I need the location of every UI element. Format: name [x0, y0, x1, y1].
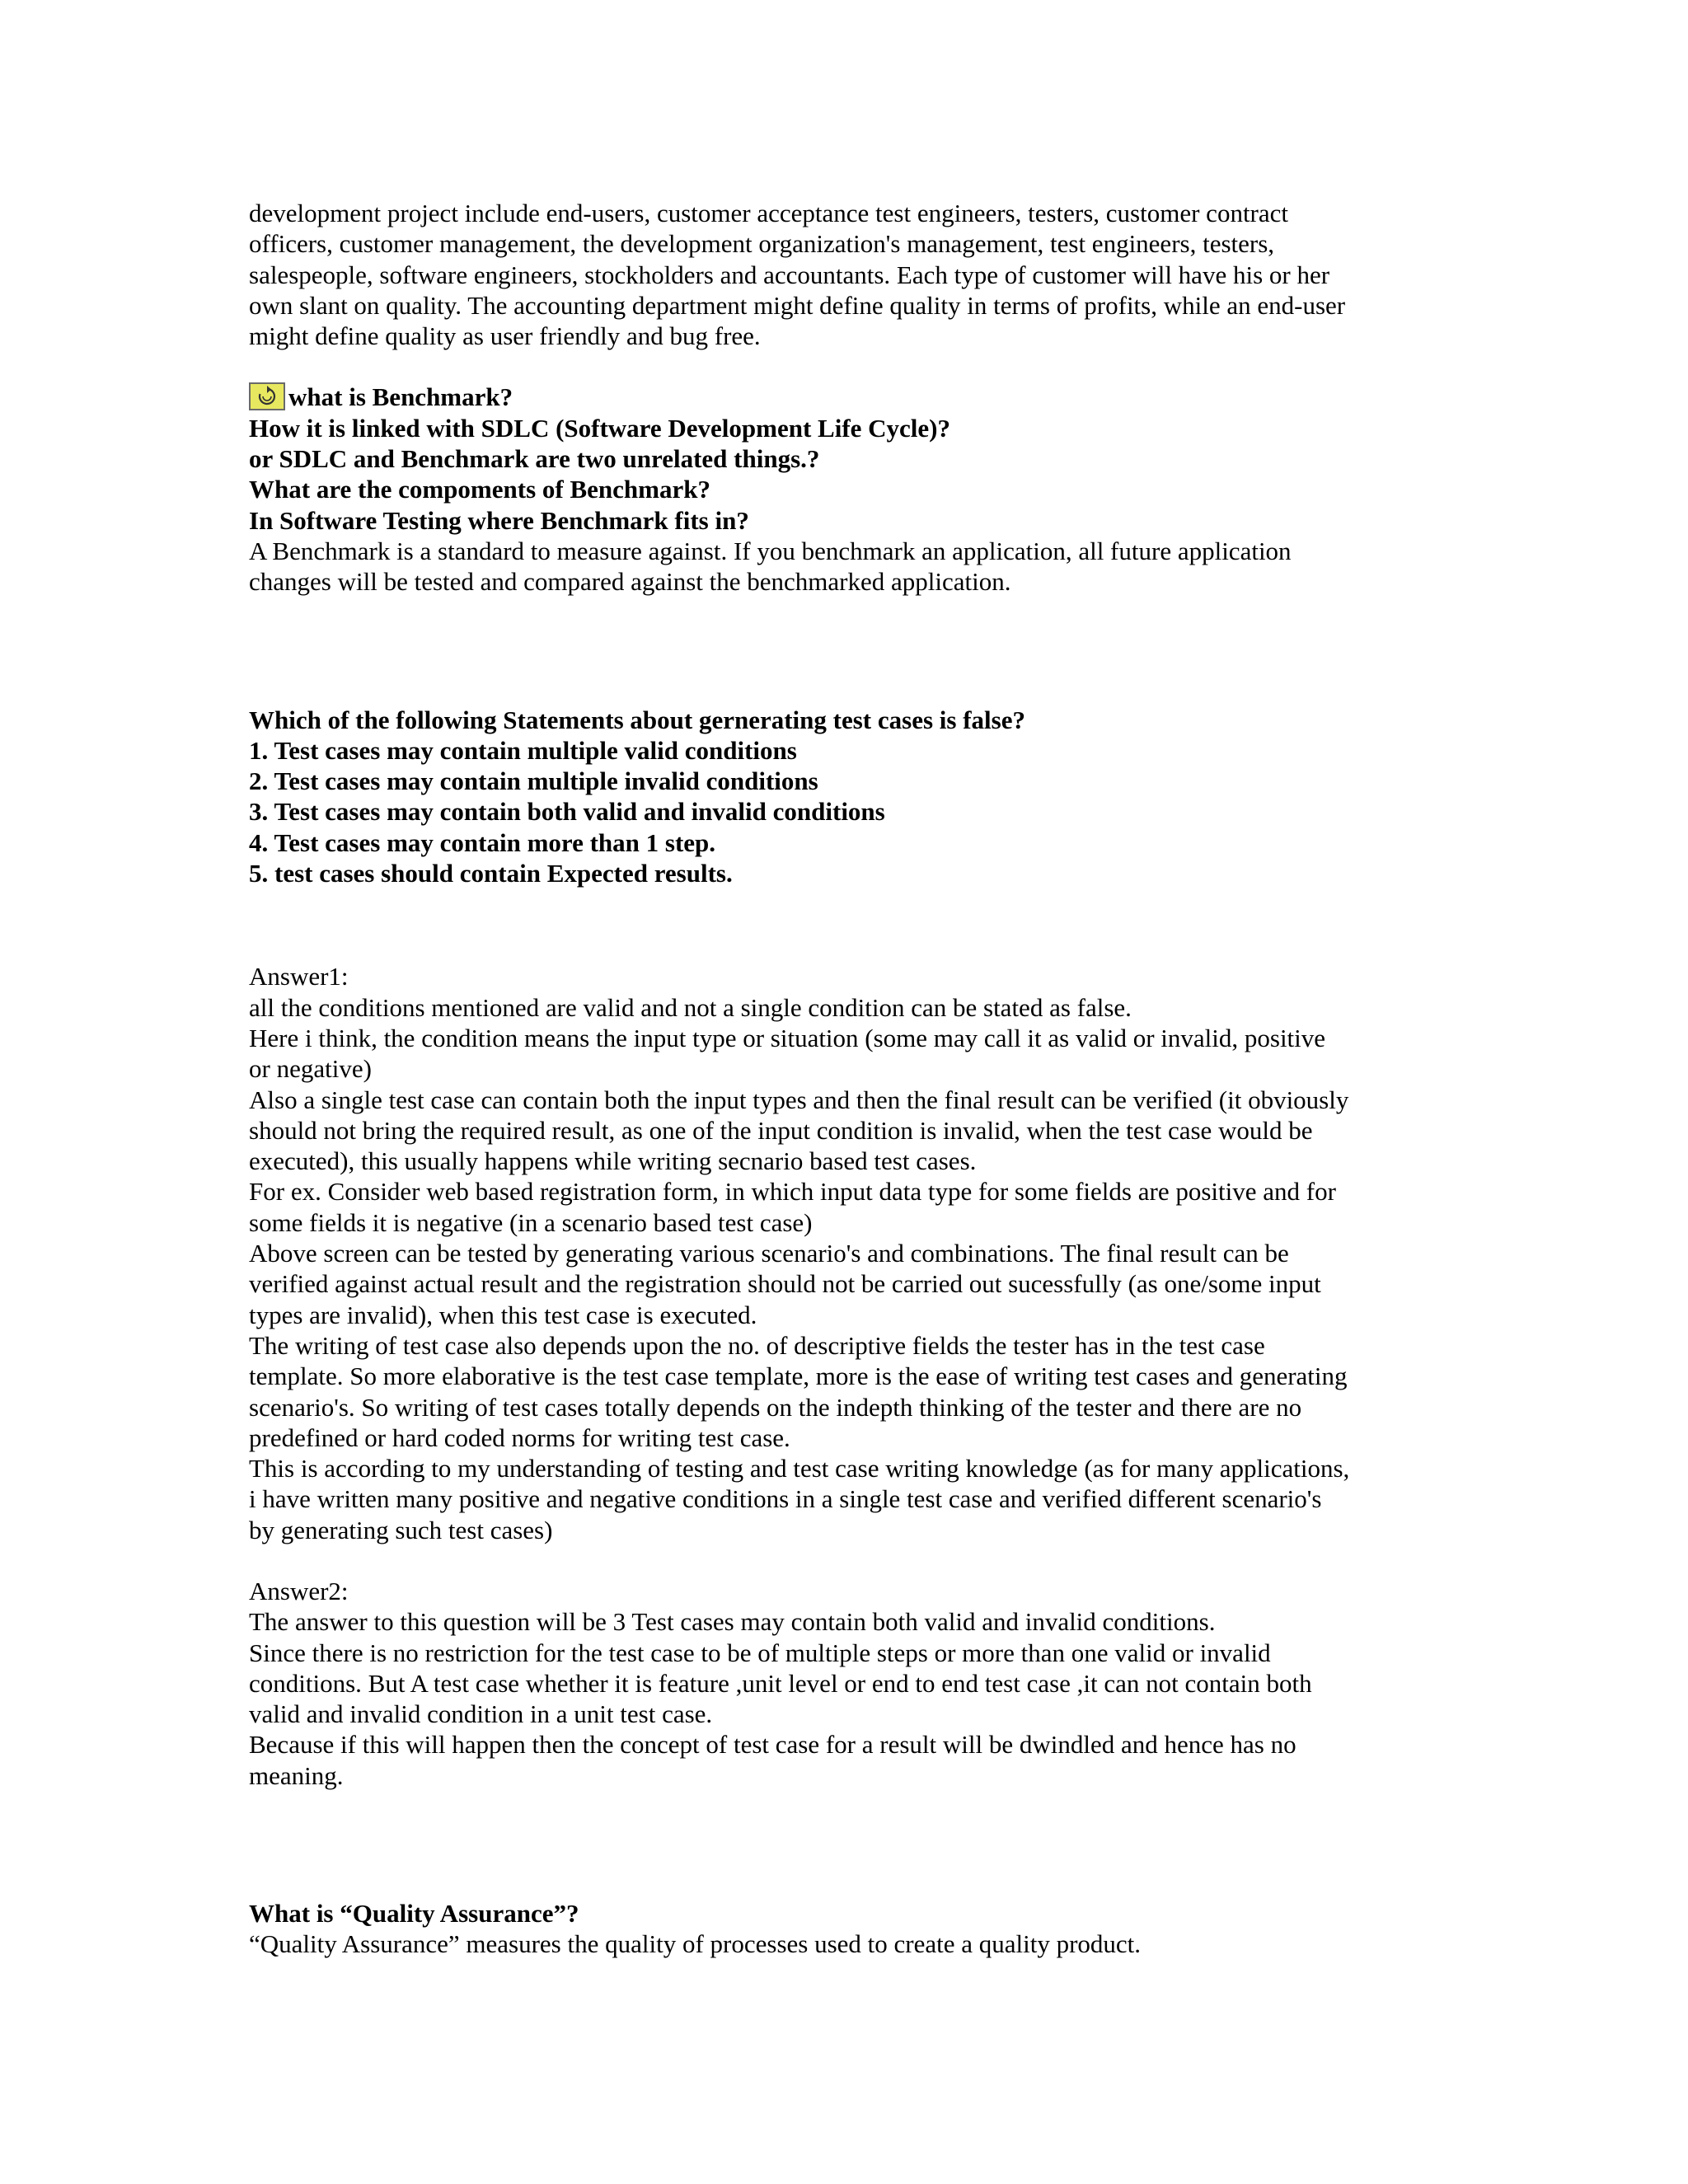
answer1-line: template. So more elaborative is the test case template, more is the ease of writing test cases and generating	[249, 1361, 1348, 1391]
answer2-line: conditions. But A test case whether it is feature ,unit level or end to end test case ,it can not contain both	[249, 1668, 1312, 1698]
answer2-heading: Answer2:	[249, 1576, 349, 1605]
answer1-heading: Answer1:	[249, 962, 349, 991]
benchmark-question: what is Benchmark?	[288, 382, 513, 412]
benchmark-question: or SDLC and Benchmark are two unrelated things.?	[249, 444, 820, 474]
answer1-line: i have written many positive and negative conditions in a single test case and verified different scenario's	[249, 1484, 1322, 1514]
test-cases-option: 4. Test cases may contain more than 1 step.	[249, 827, 716, 857]
refresh-icon	[249, 382, 285, 410]
quality-assurance-section	[249, 1898, 1452, 1960]
answer1-line: executed), this usually happens while writing secnario based test cases.	[249, 1146, 977, 1176]
answer1-line: verified against actual result and the registration should not be carried out sucessfully (as one/some input	[249, 1269, 1321, 1299]
benchmark-question: What are the compoments of Benchmark?	[249, 475, 710, 504]
intro-line: own slant on quality. The accounting department might define quality in terms of profits, while an end-user	[249, 290, 1346, 320]
benchmark-answer-line: changes will be tested and compared against the benchmarked application.	[249, 567, 1011, 597]
answer1-line: or negative)	[249, 1054, 372, 1084]
benchmark-question: In Software Testing where Benchmark fits in?	[249, 505, 749, 535]
intro-line: might define quality as user friendly and bug free.	[249, 321, 761, 351]
answer1-line: Here i think, the condition means the input type or situation (some may call it as valid or invalid, positive	[249, 1023, 1326, 1052]
test-cases-option: 3. Test cases may contain both valid and invalid conditions	[249, 797, 885, 827]
test-cases-option: 2. Test cases may contain multiple invalid conditions	[249, 766, 818, 796]
test-cases-option: 5. test cases should contain Expected results.	[249, 859, 733, 888]
answer2-line: Because if this will happen then the concept of test case for a result will be dwindled and hence has no	[249, 1730, 1296, 1760]
answer1-line: all the conditions mentioned are valid and not a single condition can be stated as false.	[249, 992, 1132, 1022]
answer1-line: scenario's. So writing of test cases totally depends on the indepth thinking of the tester and there are no	[249, 1392, 1302, 1422]
intro-line: salespeople, software engineers, stockholders and accountants. Each type of customer will have his or her	[249, 260, 1330, 289]
benchmark-question-first	[249, 382, 1452, 412]
qa-answer: “Quality Assurance” measures the quality of processes used to create a quality product.	[249, 1929, 1142, 1959]
answer1-line: by generating such test cases)	[249, 1515, 553, 1544]
answer2-block	[249, 1576, 1452, 1791]
answer2-line: valid and invalid condition in a unit test case.	[249, 1699, 713, 1729]
answer2-line: The answer to this question will be 3 Test cases may contain both valid and invalid conditions.	[249, 1607, 1216, 1637]
benchmark-section	[249, 382, 1452, 597]
answer1-line: The writing of test case also depends upon the no. of descriptive fields the tester has in the test case	[249, 1330, 1265, 1360]
answer1-line: This is according to my understanding of testing and test case writing knowledge (as for many applications,	[249, 1454, 1350, 1483]
document-page	[249, 198, 1452, 1960]
answer1-block	[249, 961, 1452, 1545]
answer1-line: Above screen can be tested by generating various scenario's and combinations. The final result can be	[249, 1239, 1289, 1268]
benchmark-question: How it is linked with SDLC (Software Development Life Cycle)?	[249, 413, 951, 443]
answer1-line: should not bring the required result, as one of the input condition is invalid, when the test case would be	[249, 1115, 1313, 1145]
answer1-line: types are invalid), when this test case is executed.	[249, 1300, 757, 1329]
answer1-line: For ex. Consider web based registration form, in which input data type for some fields are positive and for	[249, 1177, 1336, 1207]
intro-paragraph	[249, 198, 1452, 351]
answer1-line: predefined or hard coded norms for writing test case.	[249, 1422, 790, 1452]
test-cases-question	[249, 705, 1452, 889]
intro-line: development project include end-users, customer acceptance test engineers, testers, customer contract	[249, 199, 1289, 227]
test-cases-question-line: Which of the following Statements about gernerating test cases is false?	[249, 705, 1025, 734]
answer2-line: meaning.	[249, 1760, 344, 1790]
intro-line: officers, customer management, the development organization's management, test engineers, testers,	[249, 229, 1275, 259]
test-cases-option: 1. Test cases may contain multiple valid conditions	[249, 735, 797, 765]
answer1-line: Also a single test case can contain both the input types and then the final result can be verified (it obviously	[249, 1085, 1349, 1114]
answer1-line: some fields it is negative (in a scenario based test case)	[249, 1207, 813, 1237]
benchmark-answer-line: A Benchmark is a standard to measure against. If you benchmark an application, all future application	[249, 536, 1292, 565]
qa-question: What is “Quality Assurance”?	[249, 1899, 579, 1929]
answer2-line: Since there is no restriction for the test case to be of multiple steps or more than one valid or invalid	[249, 1638, 1271, 1667]
